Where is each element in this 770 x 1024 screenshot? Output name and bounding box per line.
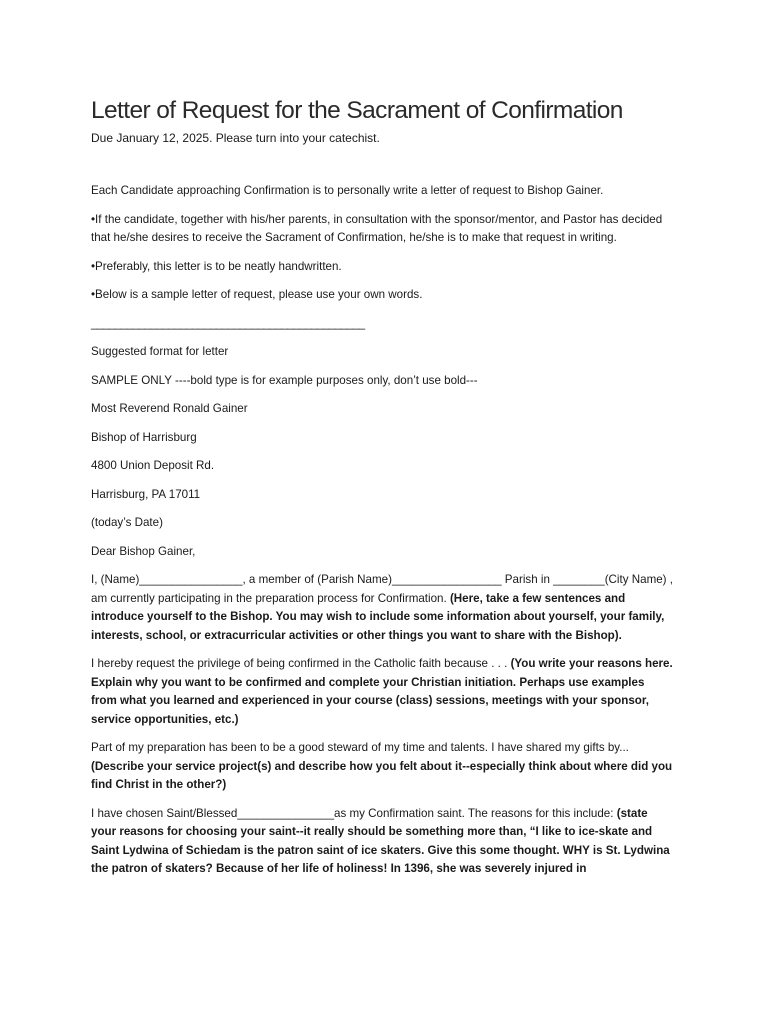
address-line-city: Harrisburg, PA 17011	[91, 487, 201, 501]
letter-paragraph-introduction	[91, 571, 673, 645]
bullet-candidate-decision: •If the candidate, together with his/her parents, in consultation with the sponsor/mentor, and Pastor has decided that he/she desires to receive the Sacrament of Confirmation, he/she is to make that request in writing.	[91, 212, 663, 244]
sample-only-note: SAMPLE ONLY ----bold type is for example purposes only, don’t use bold---	[91, 373, 478, 387]
divider-line: ______________________________________________	[91, 316, 365, 330]
letter-paragraph-saint	[91, 805, 673, 879]
address-line-recipient: Most Reverend Ronald Gainer	[91, 402, 248, 415]
document-title: Letter of Request for the Sacrament of Confirmation	[91, 97, 623, 124]
suggested-format-label: Suggested format for letter	[91, 345, 229, 358]
letter-paragraph-request	[91, 655, 673, 729]
paragraph-text: I hereby request the privilege of being confirmed in the Catholic faith because . . .	[91, 657, 511, 670]
paragraph-text: I, (Name)________________, a member of (Parish Name)_________________ Parish in ________(City Name) , am currently participating in the preparation process for Confirmation.	[91, 573, 673, 605]
bullet-handwritten: •Preferably, this letter is to be neatly handwritten.	[91, 259, 342, 273]
paragraph-instruction: (Describe your service project(s) and describe how you felt about it--especially think about where did you find Christ in the other?)	[91, 759, 673, 791]
letter-paragraph-service	[91, 739, 673, 795]
due-date-note: Due January 12, 2025. Please turn into your catechist.	[91, 131, 380, 145]
salutation: Dear Bishop Gainer,	[91, 544, 196, 558]
address-line-title: Bishop of Harrisburg	[91, 430, 197, 444]
paragraph-instruction: (state your reasons for choosing your saint--it really should be something more than, “I like to ice-skate and Saint Lydwina of Schiedam is the patron saint of ice skaters. Give this some thought. WHY is St. Lydwina the patron of skaters? Because of her life of holiness! In 1396, she was severely injured in	[91, 806, 670, 875]
paragraph-instruction: (You write your reasons here. Explain why you want to be confirmed and complete your Christian initiation. Perhaps use examples from what you learned and experienced in your course (class) sessions, meetings with your sponsor, service opportunities, etc.)	[91, 657, 673, 726]
date-placeholder: (today’s Date)	[91, 516, 163, 529]
paragraph-text: Part of my preparation has been to be a good steward of my time and talents. I have shared my gifts by...	[91, 741, 629, 754]
address-line-street: 4800 Union Deposit Rd.	[91, 459, 215, 472]
intro-paragraph: Each Candidate approaching Confirmation is to personally write a letter of request to Bishop Gainer.	[91, 184, 604, 197]
paragraph-text: I have chosen Saint/Blessed_______________as my Confirmation saint. The reasons for this include:	[91, 806, 617, 820]
bullet-sample-letter: •Below is a sample letter of request, please use your own words.	[91, 288, 423, 301]
document-body	[91, 96, 673, 879]
paragraph-instruction: (Here, take a few sentences and introduce yourself to the Bishop. You may wish to include some information about yourself, your family, interests, school, or extracurricular activities or other things you want to share with the Bishop).	[91, 591, 665, 642]
